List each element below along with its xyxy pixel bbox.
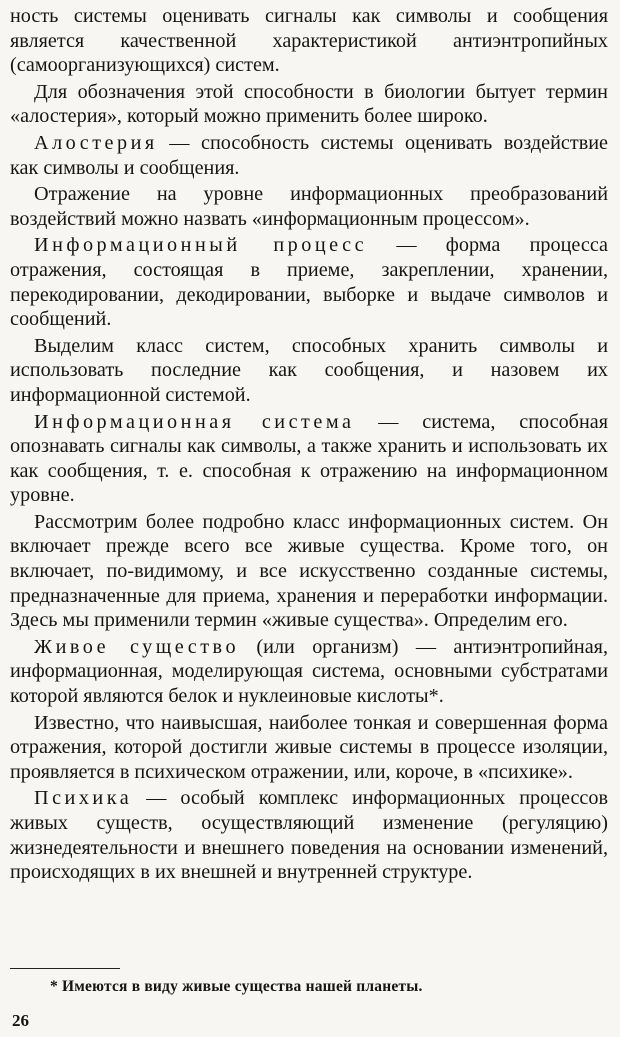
body-text (10, 4, 608, 885)
paragraph (10, 510, 608, 633)
paragraph (10, 131, 608, 180)
paragraph (10, 410, 608, 508)
paragraph-text: Известно, что наивысшая, наиболее тонкая и совершенная форма отражения, которой достигли живые системы в процессе изоляции, проявляется в психическом отражении, или, короче, в «психике». (10, 711, 608, 783)
paragraph (10, 233, 608, 331)
paragraph-text: Для обозначения этой способности в биологии бытует термин «алостерия», который можно применить более широко. (10, 80, 608, 128)
paragraph-text: — способность системы оценивать воздействие как символы и сообщения. (10, 131, 608, 179)
paragraph-text: ность системы оценивать сигналы как символы и сообщения является качественной характеристикой антиэнтропийных (самоорганизующихся) систем. (10, 5, 608, 77)
paragraph-text: Отражение на уровне информационных преобразований воздействий можно назвать «информационным процессом». (10, 183, 608, 230)
paragraph (10, 182, 608, 231)
term: Информационная система (34, 410, 355, 433)
footnote: * Имеются в виду живые существа нашей планеты. (50, 978, 423, 995)
footnote-divider (10, 968, 120, 969)
paragraph-text: Выделим класс систем, способных хранить символы и использовать последние как сообщения, и назовем их информационной системой. (10, 334, 608, 406)
term: Живое существо (34, 635, 240, 658)
term: Психика (34, 787, 133, 810)
paragraph (10, 635, 608, 709)
paragraph (10, 80, 608, 129)
term: Информационный процесс (34, 234, 368, 257)
paragraph-text: Рассмотрим более подробно класс информационных систем. Он включает прежде всего все живые существа. Кроме того, он включает, по-видимому, и все искусственно созданные системы, предназначенные для приема, хранения и переработки информации. Здесь мы применили термин «живые существа». Определим его. (10, 510, 608, 632)
paragraph-text: (или организм) — антиэнтропийная, информационная, моделирующая система, основными субстратами которой являются белок и нуклеиновые кислоты*. (10, 635, 609, 708)
paragraph-text: — форма процесса отражения, состоящая в приеме, закреплении, хранении, перекодировании, декодировании, выборке и выдаче символов и сообщений. (10, 234, 608, 331)
paragraph (10, 786, 608, 884)
page-number: 26 (12, 1011, 29, 1030)
term: Алостерия (34, 131, 158, 154)
paragraph (10, 334, 608, 408)
paragraph (10, 711, 608, 785)
paragraph-text: — система, способная опознавать сигналы как символы, а также хранить и использовать их как сообщения, т. е. способная к отражению на информационном уровне. (10, 410, 608, 507)
paragraph-text: — особый комплекс информационных процессов живых существ, осуществляющий изменение (регуляцию) жизнедеятельности и внешнего поведения на основании изменений, происходящих в их внешней и внутренней структуре. (10, 787, 608, 884)
paragraph (10, 4, 608, 78)
